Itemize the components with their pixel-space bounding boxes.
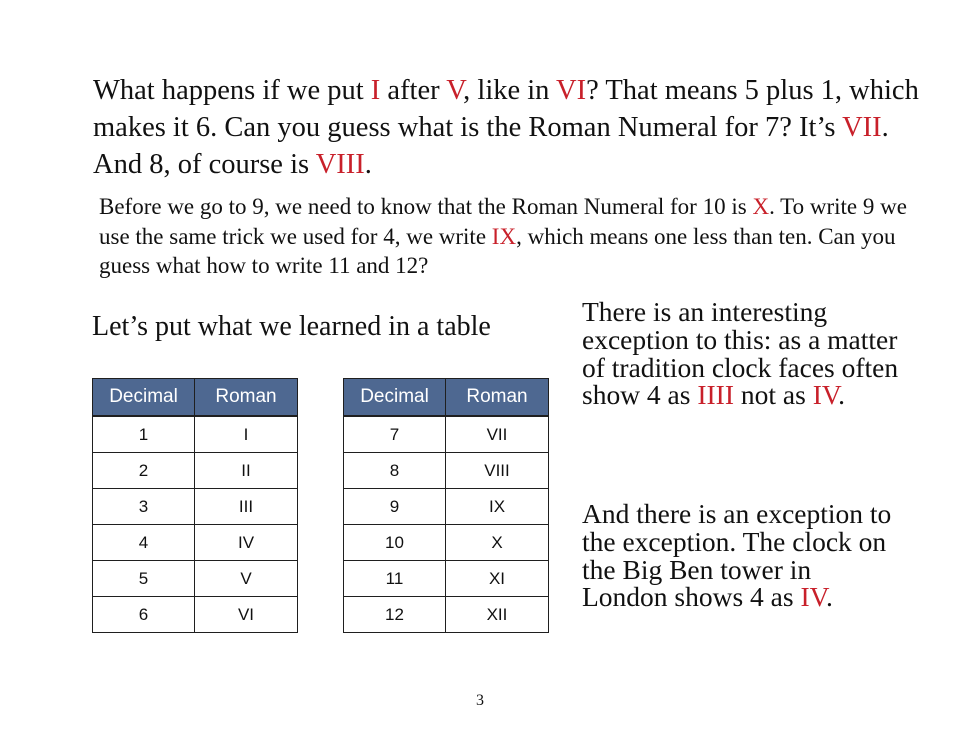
page-number: 3 xyxy=(476,692,484,709)
table-row xyxy=(344,561,549,597)
table-row xyxy=(344,525,549,561)
table-heading: Let’s put what we learned in a table xyxy=(92,311,491,342)
decimal-cell: 2 xyxy=(93,453,195,489)
roman-numeral-highlight: V xyxy=(446,75,464,106)
roman-numeral-highlight: IIII xyxy=(697,379,734,411)
roman-numeral-highlight: X xyxy=(752,194,770,219)
column-header-roman: Roman xyxy=(195,379,298,417)
roman-cell: XI xyxy=(446,561,549,597)
table-row xyxy=(344,453,549,489)
decimal-cell: 9 xyxy=(344,489,446,525)
decimal-cell: 8 xyxy=(344,453,446,489)
roman-numeral-highlight: IV xyxy=(800,581,826,613)
roman-cell: VIII xyxy=(446,453,549,489)
roman-cell: XII xyxy=(446,597,549,633)
text-run: . To write 9 we use the same trick we used for 4, we write xyxy=(99,194,907,249)
table-row xyxy=(344,416,549,453)
clock-exception-note xyxy=(582,298,902,409)
nine-ten-paragraph xyxy=(99,192,919,281)
table-row xyxy=(93,453,298,489)
column-header-decimal: Decimal xyxy=(93,379,195,417)
roman-cell: IX xyxy=(446,489,549,525)
text-run: . xyxy=(838,379,846,411)
roman-numeral-highlight: IX xyxy=(491,223,517,249)
numeral-table-1-to-6 xyxy=(92,378,298,633)
decimal-cell: 5 xyxy=(93,561,195,597)
roman-numeral-highlight: I xyxy=(370,75,381,106)
decimal-cell: 3 xyxy=(93,489,195,525)
roman-numeral-highlight: VIII xyxy=(315,149,365,180)
text-run: Before we go to 9, we need to know that the Roman Numeral for 10 is xyxy=(99,194,753,219)
text-run: There is an interesting exception to this: as a matter of tradition clock faces often show 4 as xyxy=(582,296,899,411)
column-header-decimal: Decimal xyxy=(344,379,446,417)
decimal-cell: 7 xyxy=(344,416,446,453)
text-run: not as xyxy=(734,379,813,411)
numeral-table-7-to-12 xyxy=(343,378,549,633)
text-run: after xyxy=(380,75,447,106)
roman-cell: II xyxy=(195,453,298,489)
decimal-cell: 4 xyxy=(93,525,195,561)
text-run: What happens if we put xyxy=(93,75,371,106)
roman-cell: VII xyxy=(446,416,549,453)
decimal-cell: 12 xyxy=(344,597,446,633)
decimal-cell: 6 xyxy=(93,597,195,633)
text-run: . And 8, of course is xyxy=(93,112,889,180)
decimal-cell: 11 xyxy=(344,561,446,597)
table-row xyxy=(93,561,298,597)
roman-cell: X xyxy=(446,525,549,561)
text-run: And there is an exception to the exception. The clock on the Big Ben tower in London shows 4 as xyxy=(582,498,892,613)
roman-numeral-highlight: VI xyxy=(556,75,587,106)
table-row xyxy=(344,489,549,525)
text-run: , which means one less than ten. Can you guess what how to write 11 and 12? xyxy=(99,223,896,278)
big-ben-note xyxy=(582,500,902,611)
table-row xyxy=(93,525,298,561)
table-row xyxy=(344,597,549,633)
roman-numeral-highlight: IV xyxy=(812,379,839,411)
roman-cell: I xyxy=(195,416,298,453)
text-run: . xyxy=(364,149,372,180)
roman-cell: VI xyxy=(195,597,298,633)
column-header-roman: Roman xyxy=(446,379,549,417)
text-run: . xyxy=(825,581,833,613)
decimal-cell: 1 xyxy=(93,416,195,453)
roman-numeral-highlight: VII xyxy=(842,112,882,143)
table-row xyxy=(93,597,298,633)
roman-cell: III xyxy=(195,489,298,525)
text-run: , like in xyxy=(463,75,557,106)
table-row xyxy=(93,416,298,453)
roman-cell: V xyxy=(195,561,298,597)
text-run: ? That means 5 plus 1, which makes it 6. Can you guess what is the Roman Numeral for 7? It’s xyxy=(93,75,919,143)
roman-cell: IV xyxy=(195,525,298,561)
decimal-cell: 10 xyxy=(344,525,446,561)
intro-paragraph xyxy=(93,72,923,183)
table-row xyxy=(93,489,298,525)
